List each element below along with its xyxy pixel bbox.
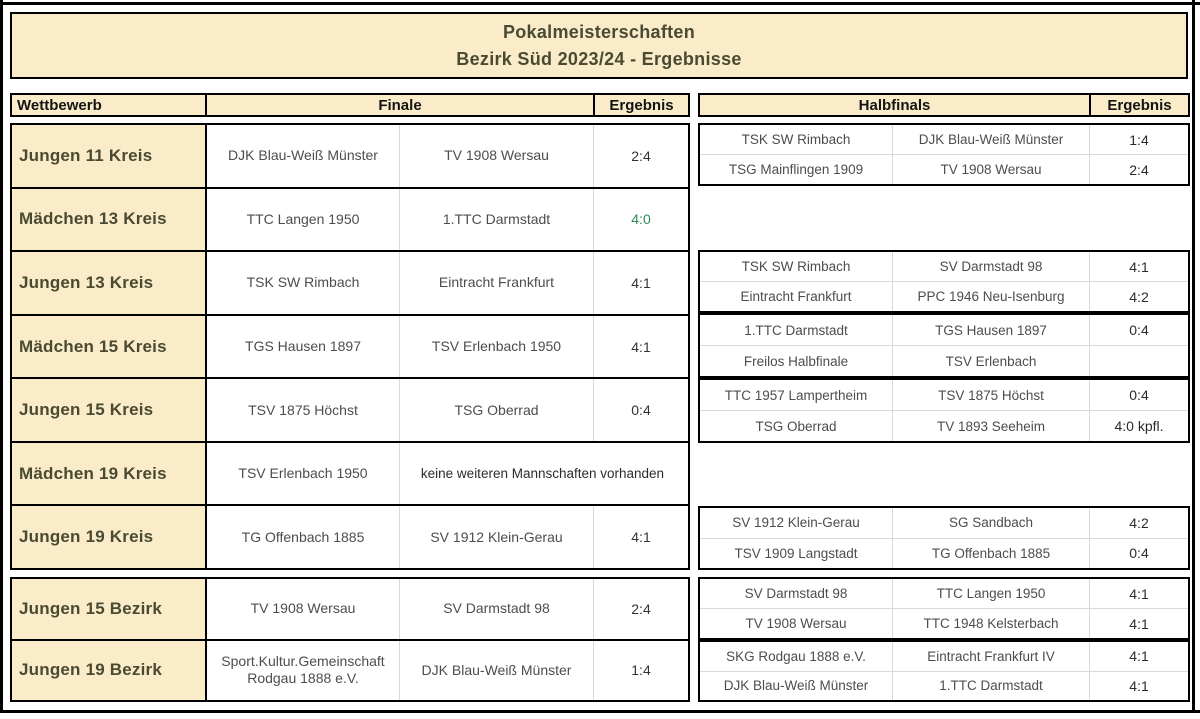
result-cell: 0:4 — [631, 402, 651, 419]
away-team-cell: TSV 1875 Höchst — [893, 380, 1090, 410]
result-cell: 4:2 — [1129, 288, 1149, 305]
result-cell: 4:1 — [1129, 677, 1149, 694]
table-row — [700, 252, 1188, 282]
semifinals-block — [698, 313, 1190, 378]
table-row — [12, 379, 688, 443]
result-cell: 4:1 — [631, 274, 651, 291]
table-row — [12, 443, 688, 507]
semifinals-block — [698, 378, 1190, 443]
home-team-cell: TTC 1957 Lampertheim — [700, 380, 893, 410]
page-border-left — [0, 0, 3, 713]
table-row — [12, 641, 688, 701]
table-row — [700, 539, 1188, 569]
table-row — [700, 125, 1188, 155]
result-cell: 0:4 — [1129, 545, 1149, 562]
away-team-cell: TSV Erlenbach 1950 — [400, 316, 594, 378]
away-team-cell: SV Darmstadt 98 — [400, 579, 594, 639]
table-row — [700, 508, 1188, 539]
away-team-cell: TSV Erlenbach — [893, 346, 1090, 376]
finals-header-round: Finale — [207, 95, 595, 115]
home-team-cell: TSV 1875 Höchst — [207, 379, 400, 441]
finals-header-result: Ergebnis — [595, 95, 688, 115]
result-cell: 4:1 — [631, 529, 651, 546]
away-team-cell: DJK Blau-Weiß Münster — [400, 641, 594, 701]
semifinals-block — [698, 123, 1190, 186]
finals-header-competition: Wettbewerb — [12, 95, 207, 115]
home-team-cell: TV 1908 Wersau — [207, 579, 400, 639]
competition-cell: Jungen 19 Bezirk — [12, 641, 207, 701]
away-team-cell: Eintracht Frankfurt — [400, 252, 594, 314]
home-team-cell: Freilos Halbfinale — [700, 346, 893, 376]
page-border-right — [1192, 0, 1195, 713]
semifinals-header-row — [698, 93, 1190, 117]
table-row — [12, 579, 688, 641]
table-row — [700, 315, 1188, 346]
competition-cell: Mädchen 19 Kreis — [12, 443, 207, 505]
table-row — [700, 155, 1188, 184]
finals-bezirk-block — [10, 577, 690, 702]
away-team-cell: SV Darmstadt 98 — [893, 252, 1090, 281]
home-team-cell: Sport.Kultur.Gemeinschaft Rodgau 1888 e.V. — [207, 641, 400, 701]
table-row — [700, 380, 1188, 411]
result-cell: 4:1 — [1129, 648, 1149, 665]
competition-cell: Mädchen 15 Kreis — [12, 316, 207, 378]
result-cell — [1090, 346, 1188, 376]
competition-cell: Jungen 13 Kreis — [12, 252, 207, 314]
result-cell: 4:0 kpfl. — [1114, 418, 1164, 434]
result-cell: 1:4 — [631, 662, 651, 679]
table-row — [700, 609, 1188, 638]
home-team-cell: TG Offenbach 1885 — [207, 506, 400, 568]
away-team-cell: PPC 1946 Neu-Isenburg — [893, 282, 1090, 311]
table-row — [700, 282, 1188, 311]
table-row — [12, 189, 688, 253]
home-team-cell: DJK Blau-Weiß Münster — [700, 672, 893, 701]
away-team-cell: TTC Langen 1950 — [893, 579, 1090, 608]
semifinals-block — [698, 250, 1190, 313]
away-team-cell: DJK Blau-Weiß Münster — [893, 125, 1090, 154]
home-team-cell: TGS Hausen 1897 — [207, 316, 400, 378]
home-team-cell: SKG Rodgau 1888 e.V. — [700, 642, 893, 671]
result-cell: 4:1 — [631, 338, 651, 355]
table-row — [12, 506, 688, 568]
title-line-1: Pokalmeisterschaften — [502, 21, 696, 42]
table-row — [700, 672, 1188, 701]
home-team-cell: SV Darmstadt 98 — [700, 579, 893, 608]
page-title — [10, 12, 1188, 79]
home-team-cell: SV 1912 Klein-Gerau — [700, 508, 893, 538]
page-border-top — [0, 2, 1200, 5]
table-row — [700, 346, 1188, 376]
competition-cell: Jungen 19 Kreis — [12, 506, 207, 568]
semifinals-header-round: Halbfinals — [700, 95, 1091, 115]
away-team-cell: 1.TTC Darmstadt — [893, 672, 1090, 701]
result-cell: 4:1 — [1129, 585, 1149, 602]
result-cell: 4:2 — [1129, 514, 1149, 531]
no-opponent-note: keine weiteren Mannschaften vorhanden — [420, 466, 665, 482]
away-team-cell: TTC 1948 Kelsterbach — [893, 609, 1090, 638]
competition-cell: Jungen 15 Bezirk — [12, 579, 207, 639]
result-cell: 2:4 — [1129, 161, 1149, 178]
result-cell: 1:4 — [1129, 131, 1149, 148]
home-team-cell: TSG Oberrad — [700, 411, 893, 441]
away-team-cell: SV 1912 Klein-Gerau — [400, 506, 594, 568]
home-team-cell: TSV 1909 Langstadt — [700, 539, 893, 569]
table-row — [12, 316, 688, 380]
home-team-cell: DJK Blau-Weiß Münster — [207, 125, 400, 187]
home-team-cell: Eintracht Frankfurt — [700, 282, 893, 311]
competition-cell: Jungen 15 Kreis — [12, 379, 207, 441]
title-line-2: Bezirk Süd 2023/24 - Ergebnisse — [456, 48, 742, 69]
result-cell: 4:0 — [631, 211, 651, 228]
table-row — [700, 411, 1188, 441]
away-team-cell: TV 1908 Wersau — [400, 125, 594, 187]
finals-header-row — [10, 93, 690, 117]
table-row — [12, 125, 688, 189]
table-row — [12, 252, 688, 316]
competition-cell: Jungen 11 Kreis — [12, 125, 207, 187]
away-team-cell: TV 1908 Wersau — [893, 155, 1090, 184]
away-team-cell: SG Sandbach — [893, 508, 1090, 538]
away-team-cell: TGS Hausen 1897 — [893, 315, 1090, 345]
away-team-cell: TV 1893 Seeheim — [893, 411, 1090, 441]
result-cell: 4:1 — [1129, 615, 1149, 632]
result-cell: 2:4 — [631, 600, 651, 617]
semifinals-block — [698, 577, 1190, 640]
finals-kreis-block — [10, 123, 690, 570]
table-row — [700, 579, 1188, 609]
table-row — [700, 642, 1188, 672]
semifinals-block — [698, 640, 1190, 702]
away-team-cell: 1.TTC Darmstadt — [400, 189, 594, 251]
semifinals-block — [698, 506, 1190, 570]
result-cell: 2:4 — [631, 147, 651, 164]
home-team-cell: 1.TTC Darmstadt — [700, 315, 893, 345]
away-team-cell: TG Offenbach 1885 — [893, 539, 1090, 569]
home-team-cell: TSK SW Rimbach — [207, 252, 400, 314]
competition-cell: Mädchen 13 Kreis — [12, 189, 207, 251]
home-team-cell: TSV Erlenbach 1950 — [207, 443, 400, 505]
result-cell: 0:4 — [1129, 387, 1149, 403]
home-team-cell: TSK SW Rimbach — [700, 125, 893, 154]
home-team-cell: TSK SW Rimbach — [700, 252, 893, 281]
result-cell: 4:1 — [1129, 258, 1149, 275]
result-cell: 0:4 — [1129, 322, 1149, 338]
away-team-cell: Eintracht Frankfurt IV — [893, 642, 1090, 671]
page-border-bottom — [0, 710, 1200, 713]
semifinals-header-result: Ergebnis — [1091, 95, 1188, 115]
home-team-cell: TV 1908 Wersau — [700, 609, 893, 638]
away-team-cell: TSG Oberrad — [400, 379, 594, 441]
home-team-cell: TSG Mainflingen 1909 — [700, 155, 893, 184]
home-team-cell: TTC Langen 1950 — [207, 189, 400, 251]
